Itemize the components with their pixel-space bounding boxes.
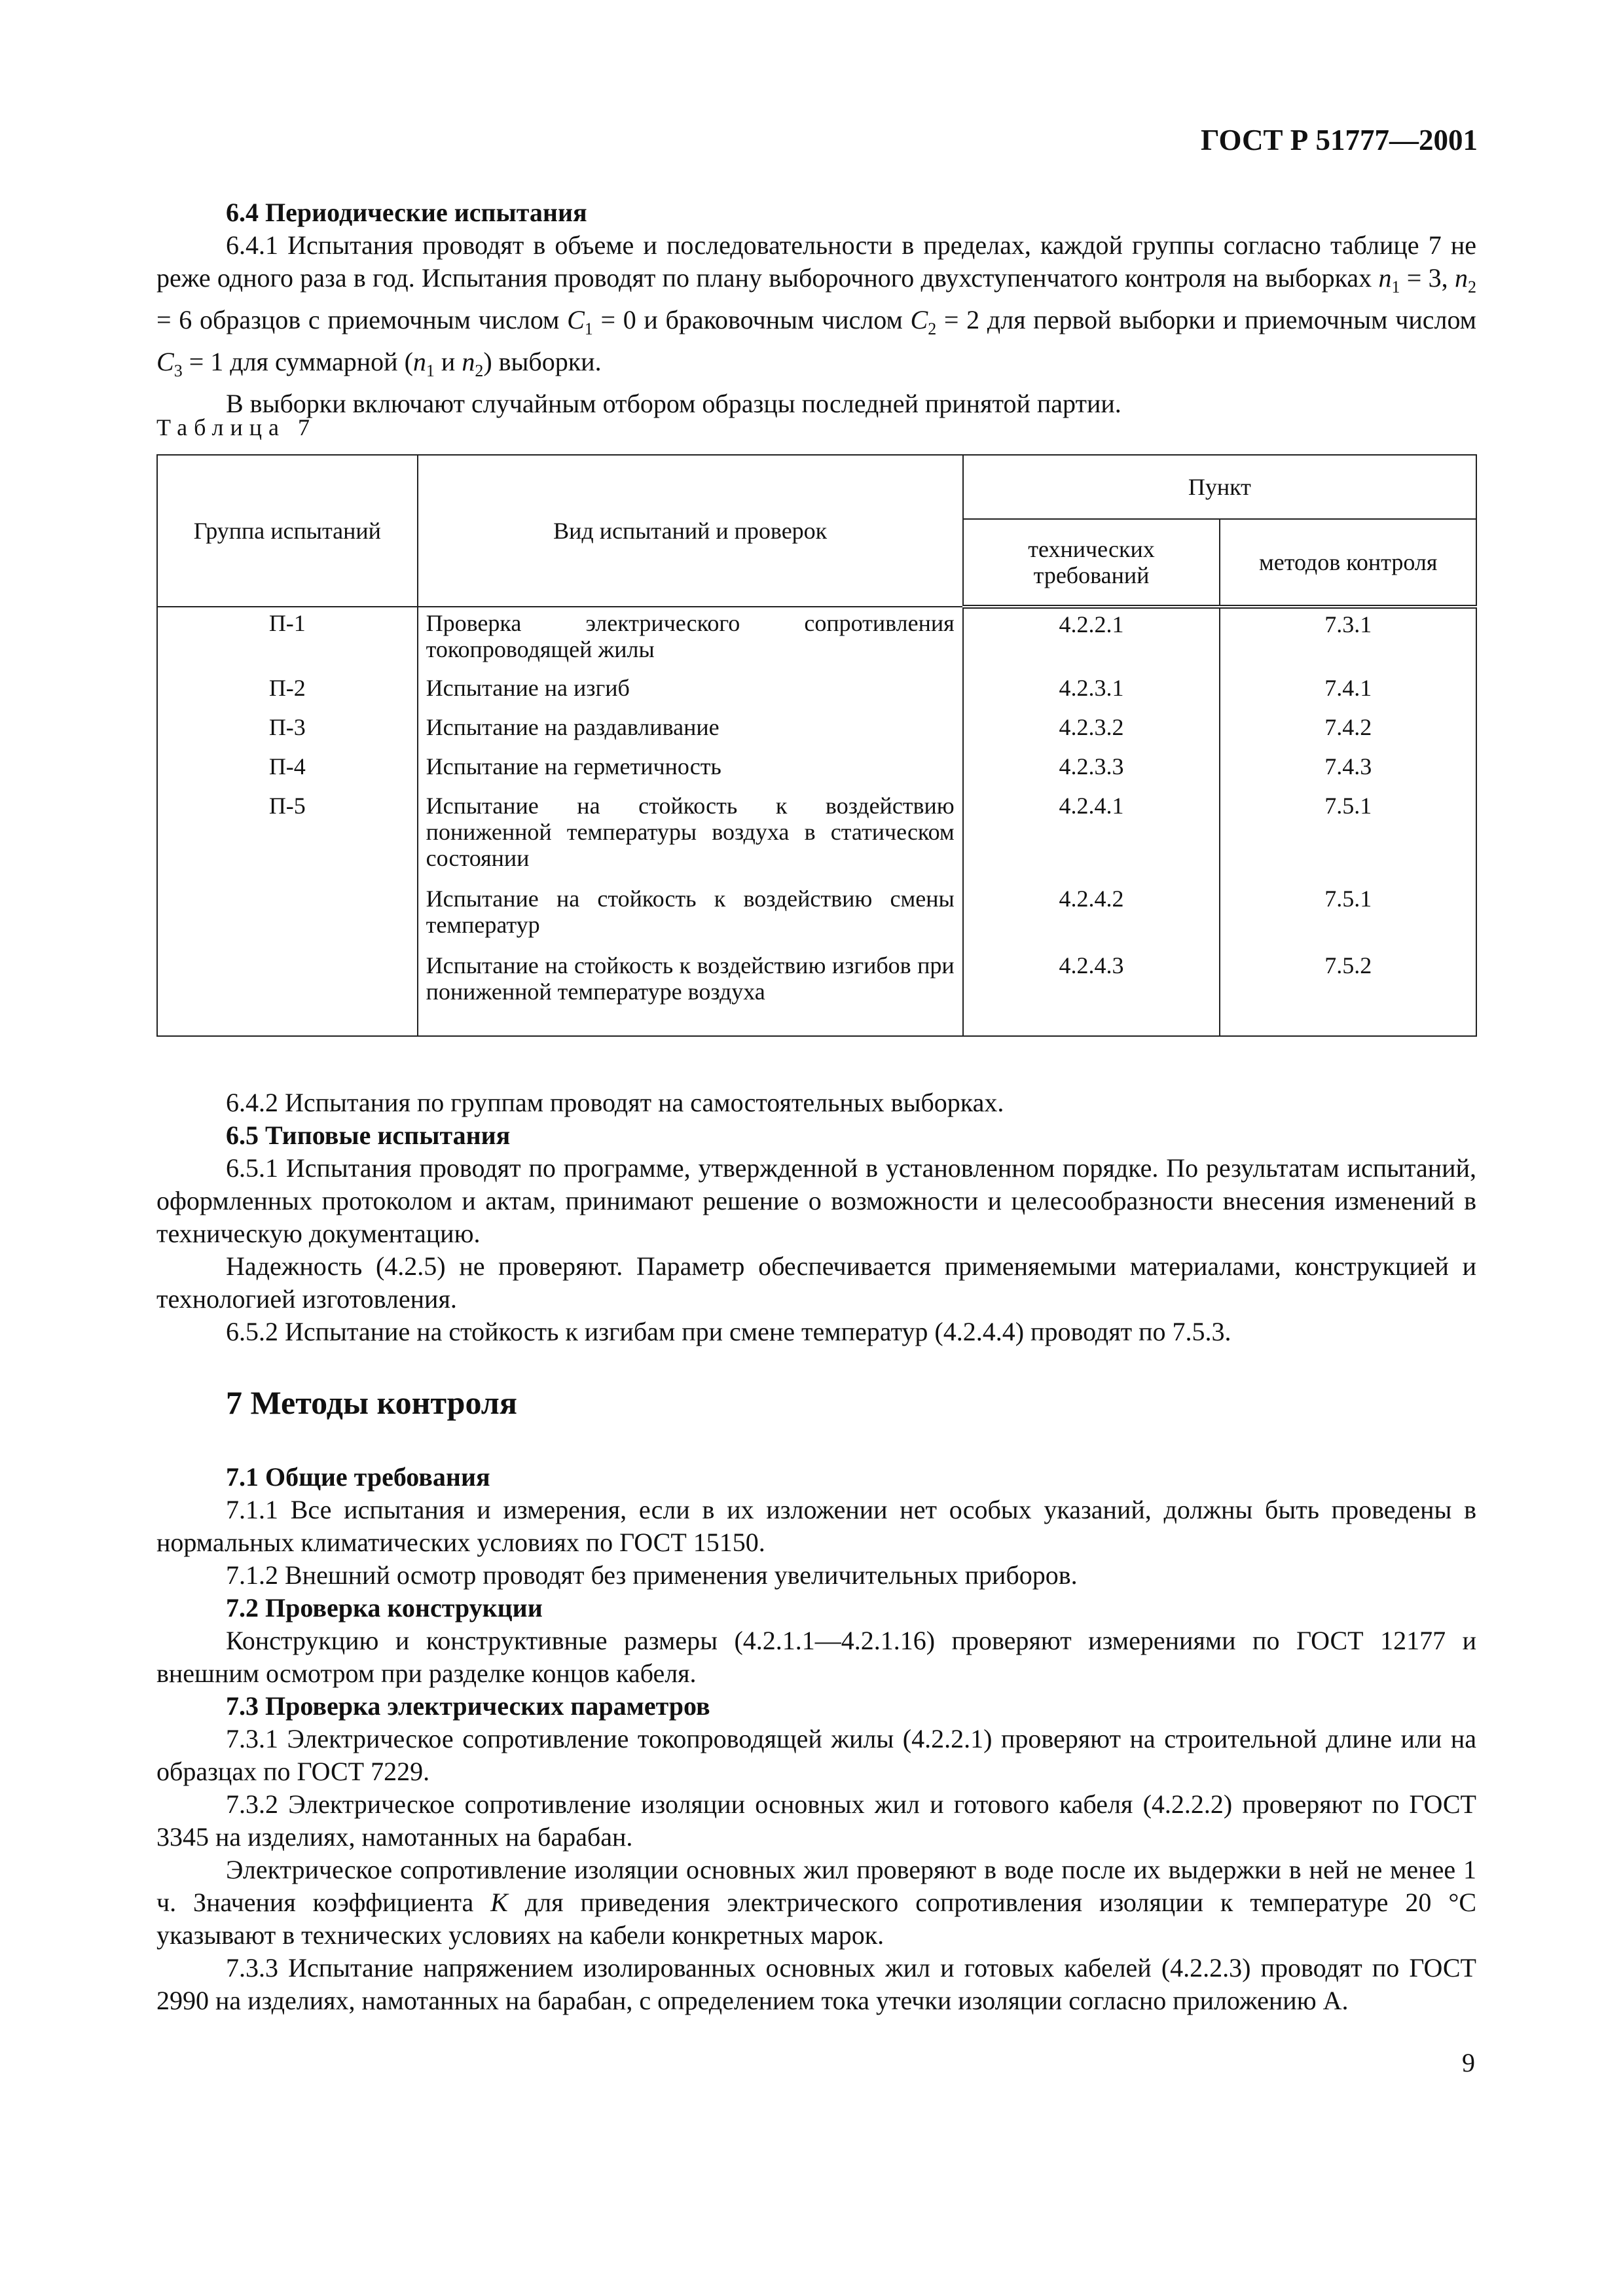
heading-7-1: 7.1 Общие требования	[226, 1462, 490, 1492]
paragraph-samples: В выборки включают случайным отбором образцы последней принятой партии.	[226, 389, 1122, 418]
table-row: П-4 Испытание на герметичность 4.2.3.3 7.4.3	[157, 751, 1476, 790]
paragraph-6-5-2: 6.5.2 Испытание на стойкость к изгибам при смене температур (4.2.4.4) проводят по 7.5.3.	[226, 1317, 1231, 1346]
paragraph-reliability: Надежность (4.2.5) не проверяют. Параметр обеспечивается применяемыми материалами, конструкцией и технологией изготовления.	[156, 1251, 1476, 1314]
table-row: П-2 Испытание на изгиб 4.2.3.1 7.4.1	[157, 672, 1476, 711]
col-header-item: Пункт	[963, 455, 1476, 519]
document-code: ГОСТ Р 51777—2001	[1200, 124, 1478, 156]
heading-7-3: 7.3 Проверка электрических параметров	[226, 1691, 710, 1721]
col-header-type: Вид испытаний и проверок	[418, 455, 963, 607]
col-header-group: Группа испытаний	[157, 455, 418, 607]
paragraph-insulation: Электрическое сопротивление изоляции основных жил проверяют в воде после их выдержки в ней не менее 1 ч. Значения коэффициента K для приведения электрического сопротивления изоляции к температуре 20 °С указывают в технических условиях на кабели конкретных марок.	[156, 1855, 1476, 1950]
table-row: Испытание на стойкость к воздействию изгибов при пониженной температуре воздуха 4.2.4.3 7.5.2	[157, 950, 1476, 1036]
paragraph-7-3-1: 7.3.1 Электрическое сопротивление токопроводящей жилы (4.2.2.1) проверяют на строительной длине или на образцах по ГОСТ 7229.	[156, 1724, 1476, 1786]
table-7	[156, 454, 1477, 1037]
section-6-4	[156, 196, 1476, 420]
paragraph-7-1-2: 7.1.2 Внешний осмотр проводят без применения увеличительных приборов.	[226, 1560, 1078, 1590]
table-row: П-3 Испытание на раздавливание 4.2.3.2 7.4.2	[157, 711, 1476, 751]
heading-7: 7 Методы контроля	[226, 1384, 517, 1421]
section-6-4-2-and-6-5	[156, 1086, 1476, 1348]
col-header-tech: технических требований	[963, 519, 1220, 607]
section-7	[156, 1386, 1476, 1419]
paragraph-7-3-2: 7.3.2 Электрическое сопротивление изоляции основных жил и готового кабеля (4.2.2.2) проверяют по ГОСТ 3345 на изделиях, намотанных на барабан.	[156, 1789, 1476, 1852]
table-label: Таблица 7	[156, 414, 316, 440]
table-row: П-5 Испытание на стойкость к воздействию пониженной температуры воздуха в статическом состоянии 4.2.4.1 7.5.1	[157, 790, 1476, 883]
col-header-methods: методов контроля	[1220, 519, 1476, 607]
paragraph-7-3-3: 7.3.3 Испытание напряжением изолированных основных жил и готовых кабелей (4.2.2.3) проводят по ГОСТ 2990 на изделиях, намотанных на барабан, с определением тока утечки изоляции согласно приложению А.	[156, 1953, 1476, 2015]
paragraph-7-2: Конструкцию и конструктивные размеры (4.2.1.1—4.2.1.16) проверяют измерениями по ГОСТ 12177 и внешним осмотром при разделке концов кабеля.	[156, 1626, 1476, 1688]
page-number: 9	[1462, 2048, 1475, 2077]
table-row: Испытание на стойкость к воздействию смены температур 4.2.4.2 7.5.1	[157, 883, 1476, 950]
paragraph-6-4-2: 6.4.2 Испытания по группам проводят на самостоятельных выборках.	[226, 1088, 1004, 1117]
section-7-body	[156, 1461, 1476, 2017]
paragraph-6-5-1: 6.5.1 Испытания проводят по программе, утвержденной в установленном порядке. По результатам испытаний, оформленных протоколом и актам, принимают решение о возможности и целесообразности внесения изменений в техническую документацию.	[156, 1153, 1476, 1248]
paragraph-7-1-1: 7.1.1 Все испытания и измерения, если в их изложении нет особых указаний, должны быть проведены в нормальных климатических условиях по ГОСТ 15150.	[156, 1495, 1476, 1557]
paragraph-6-4-1: 6.4.1 Испытания проводят в объеме и последовательности в пределах, каждой группы согласно таблице 7 не реже одного раза в год. Испытания проводят по плану выборочного двухступенчатого контроля на выборках $n_1 = 3$, $n_2 = 6$ образцов с приемочным числом $C_1 = 0$ и браковочным числом $C_2 = 2$ для первой выборки и приемочным числом $C_3 = 1$ для суммарной ($n_1$ и $n_2$) выборки.	[156, 230, 1477, 380]
heading-6-4: 6.4 Периодические испытания	[226, 198, 587, 227]
table-row: П-1 Проверка электрического сопротивления токопроводящей жилы 4.2.2.1 7.3.1	[157, 607, 1476, 672]
heading-6-5: 6.5 Типовые испытания	[226, 1121, 511, 1150]
heading-7-2: 7.2 Проверка конструкции	[226, 1593, 543, 1623]
